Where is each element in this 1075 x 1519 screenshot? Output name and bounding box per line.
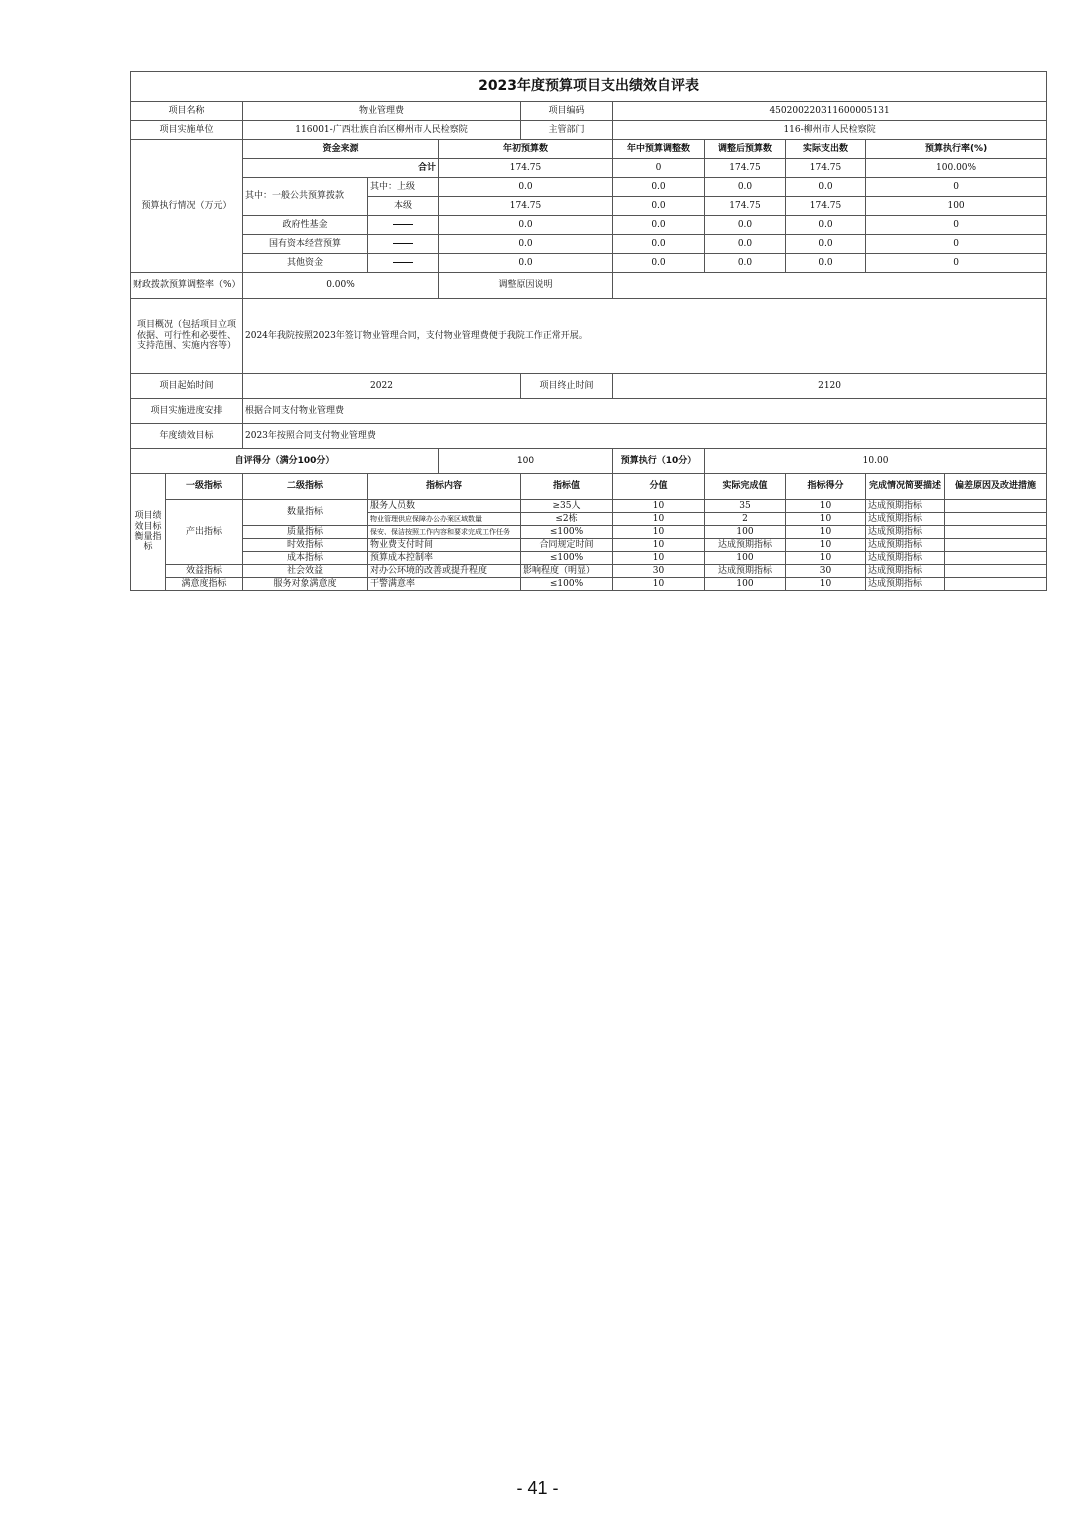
ind-header-weight: 分值 [613, 474, 705, 500]
indicator-target: ≥35人 [521, 500, 613, 513]
indicator-content: 保安、保洁按照工作内容和要求完成工作任务 [368, 526, 521, 539]
indicator-score: 10 [786, 578, 866, 591]
indicator-content: 预算成本控制率 [368, 552, 521, 565]
indicator-score: 10 [786, 539, 866, 552]
state-capital-rate: 0 [866, 235, 1047, 254]
indicator-content: 物业费支付时间 [368, 539, 521, 552]
indicator-content: 服务人员数 [368, 500, 521, 513]
indicator-status: 达成预期指标 [866, 552, 945, 565]
progress-label: 项目实施进度安排 [131, 399, 243, 424]
indicator-target: 影响程度（明显） [521, 565, 613, 578]
ind-header-level2: 二级指标 [243, 474, 368, 500]
indicator-content: 对办公环境的改善或提升程度 [368, 565, 521, 578]
performance-evaluation-table [130, 71, 1047, 591]
annual-goal-label: 年度绩效目标 [131, 424, 243, 449]
indicator-reason [945, 578, 1047, 591]
adjust-rate-value: 0.00% [243, 273, 439, 299]
overview-text: 2024年我院按照2023年签订物业管理合同，支付物业管理费便于我院工作正常开展。 [243, 299, 1047, 374]
project-code-value: 450200220311600005131 [613, 102, 1047, 121]
state-capital-adjusted: 0.0 [705, 235, 786, 254]
indicator-target: ≤100% [521, 552, 613, 565]
progress-text: 根据合同支付物业管理费 [243, 399, 1047, 424]
upper-adjusted: 0.0 [705, 178, 786, 197]
indicator-score: 10 [786, 526, 866, 539]
header-initial: 年初预算数 [439, 140, 613, 159]
unit-value: 116001-广西壮族自治区柳州市人民检察院 [243, 121, 521, 140]
service-satisfaction-label: 服务对象满意度 [243, 578, 368, 591]
state-capital-actual: 0.0 [786, 235, 866, 254]
other-fund-rate: 0 [866, 254, 1047, 273]
start-time-label: 项目起始时间 [131, 374, 243, 399]
local-adjusted: 174.75 [705, 197, 786, 216]
total-mid-adjust: 0 [613, 159, 705, 178]
indicator-reason [945, 539, 1047, 552]
indicator-weight: 10 [613, 526, 705, 539]
quality-indicator-label: 质量指标 [243, 526, 368, 539]
table-title: 2023年度预算项目支出绩效自评表 [131, 72, 1047, 102]
indicator-weight: 10 [613, 552, 705, 565]
indicator-reason [945, 526, 1047, 539]
local-initial: 174.75 [439, 197, 613, 216]
ind-header-reason: 偏差原因及改进措施 [945, 474, 1047, 500]
page-number: - 41 - [516, 1478, 559, 1498]
other-fund-mid-adjust: 0.0 [613, 254, 705, 273]
self-score-label: 自评得分（满分100分） [131, 449, 439, 474]
indicator-actual: 2 [705, 513, 786, 526]
gov-fund-dash [368, 216, 439, 235]
indicator-actual: 达成预期指标 [705, 539, 786, 552]
indicator-reason [945, 500, 1047, 513]
upper-mid-adjust: 0.0 [613, 178, 705, 197]
gov-fund-label: 政府性基金 [243, 216, 368, 235]
upper-label: 其中：上级 [368, 178, 439, 197]
gov-fund-rate: 0 [866, 216, 1047, 235]
header-adjusted: 调整后预算数 [705, 140, 786, 159]
total-initial: 174.75 [439, 159, 613, 178]
upper-actual: 0.0 [786, 178, 866, 197]
end-time-value: 2120 [613, 374, 1047, 399]
gov-fund-initial: 0.0 [439, 216, 613, 235]
total-label: 合计 [243, 159, 439, 178]
gov-fund-adjusted: 0.0 [705, 216, 786, 235]
local-mid-adjust: 0.0 [613, 197, 705, 216]
indicator-score: 30 [786, 565, 866, 578]
dept-value: 116-柳州市人民检察院 [613, 121, 1047, 140]
indicator-target: ≤2栋 [521, 513, 613, 526]
total-adjusted: 174.75 [705, 159, 786, 178]
header-mid-adjust: 年中预算调整数 [613, 140, 705, 159]
indicator-content: 物业管理供应保障办公办案区域数量 [368, 513, 521, 526]
timeliness-indicator-label: 时效指标 [243, 539, 368, 552]
output-indicator-label: 产出指标 [166, 500, 243, 565]
indicator-weight: 10 [613, 578, 705, 591]
indicator-actual: 100 [705, 552, 786, 565]
indicator-status: 达成预期指标 [866, 513, 945, 526]
total-actual: 174.75 [786, 159, 866, 178]
general-budget-label: 其中：一般公共预算拨款 [243, 178, 368, 216]
benefit-indicator-label: 效益指标 [166, 565, 243, 578]
self-score-value: 100 [439, 449, 613, 474]
annual-goal-text: 2023年按照合同支付物业管理费 [243, 424, 1047, 449]
dept-label: 主管部门 [521, 121, 613, 140]
header-rate: 预算执行率(%) [866, 140, 1047, 159]
ind-header-target: 指标值 [521, 474, 613, 500]
indicator-reason [945, 513, 1047, 526]
state-capital-label: 国有资本经营预算 [243, 235, 368, 254]
project-code-label: 项目编码 [521, 102, 613, 121]
indicator-status: 达成预期指标 [866, 500, 945, 513]
indicator-reason [945, 552, 1047, 565]
budget-section-label: 预算执行情况（万元） [131, 140, 243, 273]
indicator-actual: 35 [705, 500, 786, 513]
upper-rate: 0 [866, 178, 1047, 197]
header-actual: 实际支出数 [786, 140, 866, 159]
indicator-actual: 100 [705, 578, 786, 591]
indicator-actual: 达成预期指标 [705, 565, 786, 578]
indicator-target: 合同规定时间 [521, 539, 613, 552]
indicator-score: 10 [786, 552, 866, 565]
indicator-target: ≤100% [521, 526, 613, 539]
state-capital-dash [368, 235, 439, 254]
indicator-weight: 30 [613, 565, 705, 578]
adjust-rate-label: 财政拨款预算调整率（%） [131, 273, 243, 299]
indicator-status: 达成预期指标 [866, 578, 945, 591]
indicator-score: 10 [786, 513, 866, 526]
header-source: 资金来源 [243, 140, 439, 159]
gov-fund-actual: 0.0 [786, 216, 866, 235]
ind-header-status: 完成情况简要描述 [866, 474, 945, 500]
satisfaction-indicator-label: 满意度指标 [166, 578, 243, 591]
indicator-reason [945, 565, 1047, 578]
indicator-weight: 10 [613, 513, 705, 526]
indicator-status: 达成预期指标 [866, 526, 945, 539]
unit-label: 项目实施单位 [131, 121, 243, 140]
exec-score-label: 预算执行（10分） [613, 449, 705, 474]
quantity-indicator-label: 数量指标 [243, 500, 368, 526]
state-capital-initial: 0.0 [439, 235, 613, 254]
adjust-reason-value [613, 273, 1047, 299]
adjust-reason-label: 调整原因说明 [439, 273, 613, 299]
indicator-weight: 10 [613, 500, 705, 513]
local-label: 本级 [368, 197, 439, 216]
local-actual: 174.75 [786, 197, 866, 216]
indicator-status: 达成预期指标 [866, 539, 945, 552]
ind-header-content: 指标内容 [368, 474, 521, 500]
indicator-target: ≤100% [521, 578, 613, 591]
cost-indicator-label: 成本指标 [243, 552, 368, 565]
ind-header-actual: 实际完成值 [705, 474, 786, 500]
indicator-weight: 10 [613, 539, 705, 552]
social-benefit-label: 社会效益 [243, 565, 368, 578]
exec-score-value: 10.00 [705, 449, 1047, 474]
start-time-value: 2022 [243, 374, 521, 399]
state-capital-mid-adjust: 0.0 [613, 235, 705, 254]
project-name-label: 项目名称 [131, 102, 243, 121]
indicator-status: 达成预期指标 [866, 565, 945, 578]
indicator-score: 10 [786, 500, 866, 513]
indicator-section-label: 项目绩效目标衡量指标 [131, 474, 166, 591]
total-rate: 100.00% [866, 159, 1047, 178]
ind-header-level1: 一级指标 [166, 474, 243, 500]
gov-fund-mid-adjust: 0.0 [613, 216, 705, 235]
project-name-value: 物业管理费 [243, 102, 521, 121]
end-time-label: 项目终止时间 [521, 374, 613, 399]
other-fund-actual: 0.0 [786, 254, 866, 273]
ind-header-score: 指标得分 [786, 474, 866, 500]
other-fund-label: 其他资金 [243, 254, 368, 273]
other-fund-adjusted: 0.0 [705, 254, 786, 273]
indicator-content: 干警满意率 [368, 578, 521, 591]
overview-label: 项目概况（包括项目立项依据、可行性和必要性、支持范围、实施内容等） [131, 299, 243, 374]
local-rate: 100 [866, 197, 1047, 216]
upper-initial: 0.0 [439, 178, 613, 197]
indicator-actual: 100 [705, 526, 786, 539]
other-fund-initial: 0.0 [439, 254, 613, 273]
other-fund-dash [368, 254, 439, 273]
